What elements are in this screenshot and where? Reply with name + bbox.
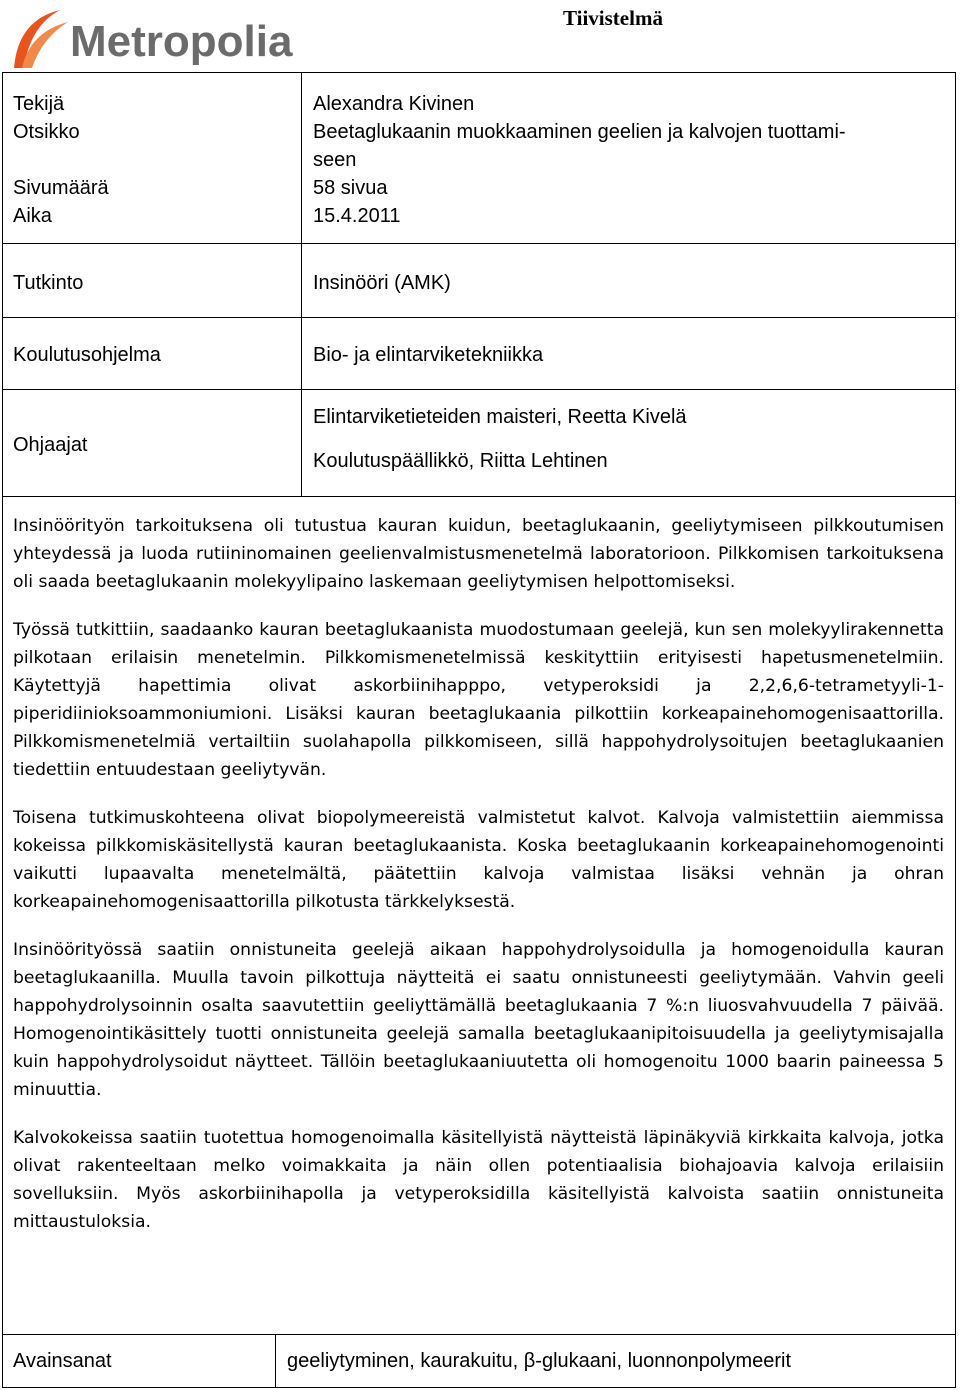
row-divider: [3, 389, 955, 390]
degree-label: Tutkinto: [13, 272, 84, 294]
row-divider: [3, 496, 955, 497]
logo-arc-mark: [14, 10, 60, 68]
column-divider: [301, 73, 302, 496]
row-divider: [3, 1334, 955, 1335]
keywords-value: geeliytyminen, kaurakuitu, β-glukaani, luonnonpolymeerit: [287, 1350, 792, 1372]
column-divider: [275, 1334, 276, 1388]
title-value-line1: Beetaglukaanin muokkaaminen geelien ja kalvojen tuottami-: [313, 121, 846, 143]
row-divider: [3, 317, 955, 318]
abstract-paragraph: Insinöörityön tarkoituksena oli tutustua kauran kuidun, beetaglukaanin, geeliytymiseen pilkkoutumisen yhteydessä ja luoda rutiininomainen geelienvalmistusmenetelmä laboratorioon. Pilkkomisen tarkoituksena oli saada beetaglukaanin molekyylipaino laskemaan geeliytymisen helpottomiseksi.: [13, 516, 944, 592]
pages-value: 58 sivua: [313, 177, 388, 199]
document-type-heading: Tiivistelmä: [563, 6, 663, 30]
title-value-line2: seen: [313, 149, 357, 171]
date-value: 15.4.2011: [313, 205, 401, 227]
date-label: Aika: [13, 205, 52, 227]
pages-label: Sivumäärä: [13, 177, 109, 199]
abstract-paragraph: Toisena tutkimuskohteena olivat biopolymeereistä valmistetut kalvot. Kalvoja valmistettiin aiemmissa kokeissa pilkkomiskäsitellystä kauran beetaglukaanista. Koska beetaglukaanin korkeapainehomogenointi vaikutti lupaavalta menetelmältä, päätettiin kalvoja valmistaa lisäksi vehnän ja ohran korkeapainehomogenisaattorilla pilkotusta tärkkelyksestä.: [13, 808, 944, 912]
supervisors-label: Ohjaajat: [13, 434, 88, 456]
author-label: Tekijä: [13, 93, 65, 115]
metropolia-logo: [8, 2, 328, 72]
supervisor-2-value: Koulutuspäällikkö, Riitta Lehtinen: [313, 450, 608, 472]
abstract-paragraph: Insinöörityössä saatiin onnistuneita geelejä aikaan happohydrolysoidulla ja homogenoidulla kauran beetaglukaanilla. Muulla tavoin pilkottuja näytteitä ei saatu onnistuneesti geeliytymään. Vahvin geeli happohydrolysoinnin osalta saavutettiin geeliyttämällä beetaglukaania 7 %:n liuosvahvuudella 7 päivää. Homogenointikäsittely tuotti onnistuneita geelejä samalla beetaglukaanipitoisuudella ja geeliytymisajalla kuin happohydrolysoidut näytteet. Tällöin beetaglukaaniuutetta oli homogenoitu 1000 baarin paineessa 5 minuuttia.: [13, 940, 944, 1100]
abstract-paragraph: Työssä tutkittiin, saadaanko kauran beetaglukaanista muodostumaan geelejä, kun sen molekyylirakennetta pilkotaan erilaisin menetelmin. Pilkkomismenetelmissä keskityttiin erityisesti hapetusmenetelmiin. Käytettyjä hapettimia olivat askorbiinihapppo, vetyperoksidi ja 2,2,6,6-tetrametyyli-1-piperidiinioksoammoniumioni. Lisäksi kauran beetaglukaania pilkottiin korkeapainehomogenisaattorilla. Pilkkomismenetelmiä vertailtiin suolahapolla pilkkomiseen, sillä happohydrolysoitujen beetaglukaanien tiedettiin entuudestaan geeliytyvän.: [13, 620, 944, 780]
keywords-label: Avainsanat: [13, 1350, 112, 1372]
title-label: Otsikko: [13, 121, 80, 143]
logo-text: Metropolia: [70, 17, 293, 66]
supervisor-1-value: Elintarviketieteiden maisteri, Reetta Kivelä: [313, 406, 687, 428]
programme-label: Koulutusohjelma: [13, 344, 161, 366]
programme-value: Bio- ja elintarviketekniikka: [313, 344, 544, 366]
abstract-body: [13, 512, 944, 1256]
abstract-form: [2, 72, 956, 1388]
abstract-paragraph: Kalvokokeissa saatiin tuotettua homogenoimalla käsitellyistä näytteistä läpinäkyviä kirkkaita kalvoja, jotka olivat rakenteeltaan melko voimakkaita ja näin ollen potentiaalisia biohajoavia kalvoja erilaisiin sovelluksiin. Myös askorbiinihapolla ja vetyperoksidilla käsitellyistä kalvoista saatiin onnistuneita mittaustuloksia.: [13, 1128, 944, 1232]
author-value: Alexandra Kivinen: [313, 93, 475, 115]
row-divider: [3, 243, 955, 244]
degree-value: Insinööri (AMK): [313, 272, 451, 294]
